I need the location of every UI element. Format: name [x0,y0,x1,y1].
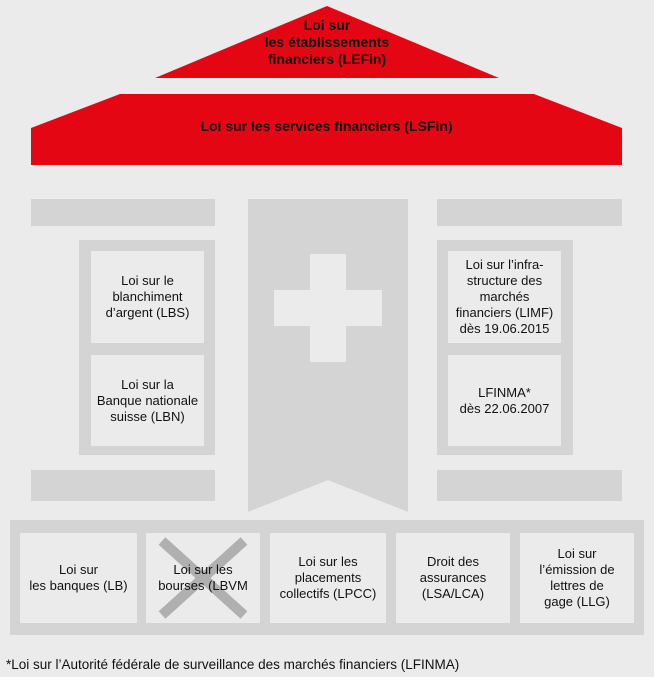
base-box-llg: Loi sur l’émission de lettres de gage (LLG) [520,533,634,623]
footnote: *Loi sur l’Autorité fédérale de surveillance des marchés financiers (LFINMA) [6,657,460,672]
base-box-lpcc: Loi sur les placements collectifs (LPCC) [270,533,386,623]
base-box-lb: Loi sur les banques (LB) [20,533,137,623]
right-box-limf: Loi sur l’infra- structure des marchés financiers (LIMF) dès 19.06.2015 [448,251,561,343]
roof-top-label: Loi sur les établissements financiers (LEFin) [264,17,390,67]
right-capital [437,199,622,226]
base-box-lbvm-label: Loi sur les bourses (LBVM [158,562,248,593]
right-box-lfinma: LFINMA* dès 22.06.2007 [448,355,561,446]
base-box-lsa-lca: Droit des assurances (LSA/LCA) [396,533,510,623]
left-box-lbs: Loi sur le blanchiment d’argent (LBS) [91,251,204,343]
right-plinth [437,470,622,501]
left-box-lbn: Loi sur la Banque nationale suisse (LBN) [91,355,204,446]
roof-band-label: Loi sur les services financiers (LSFin) [200,118,453,134]
